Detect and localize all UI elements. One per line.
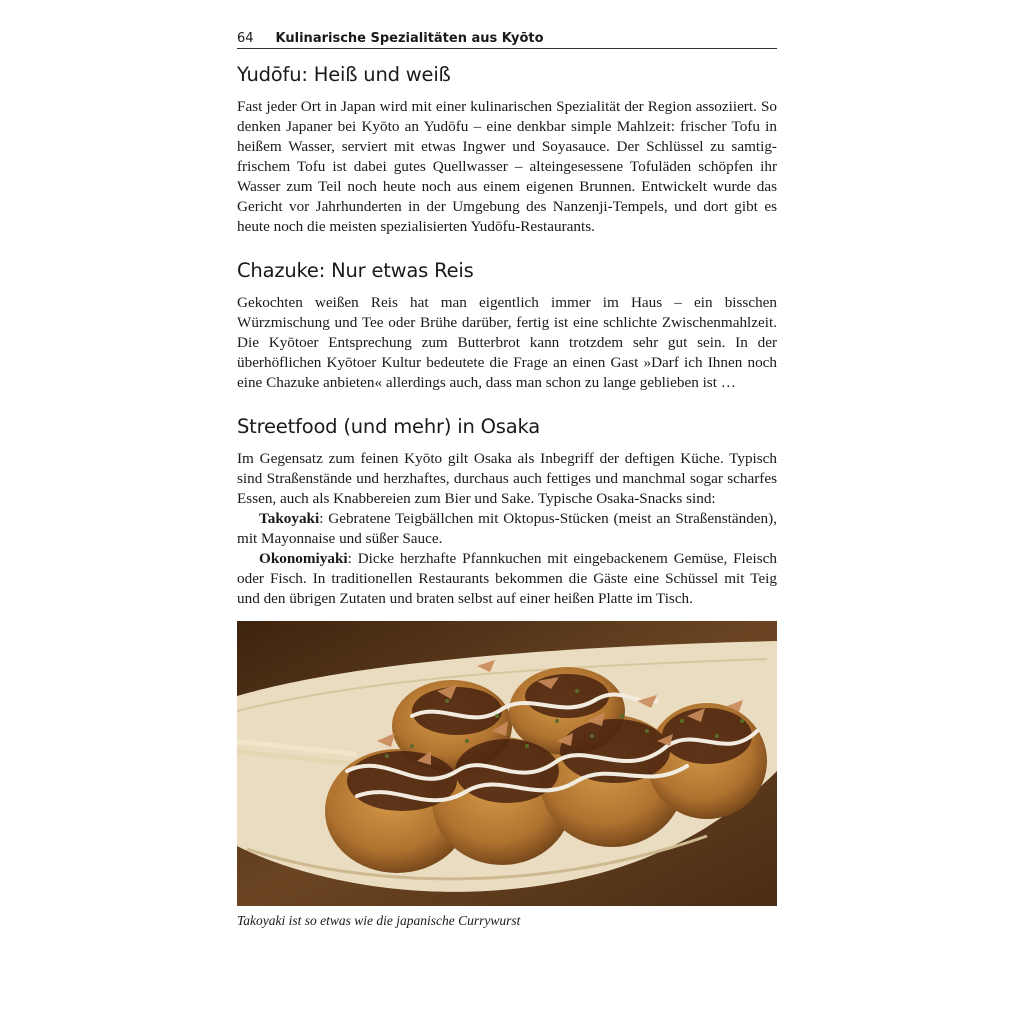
- running-head: [237, 30, 777, 49]
- list-item-okonomiyaki: [237, 549, 777, 609]
- book-page: [237, 30, 777, 930]
- section-heading-yudofu: Yudōfu: Heiß und weiß: [237, 63, 451, 86]
- definition-okonomiyaki: : Dicke herzhafte Pfannkuchen mit eingebackenem Gemüse, Fleisch oder Fisch. In traditionellen Restaurants bekommen die Gäste eine Schüssel mit Teig und den übrigen Zutaten und braten selbst auf einer heißen Platte im Tisch.: [237, 550, 777, 607]
- section-paragraph-osaka: Im Gegensatz zum feinen Kyōto gilt Osaka als Inbegriff der deftigen Küche. Typisch sind Straßenstände und herzhaftes, durchaus auch fettiges und manchmal sogar scharfes Essen, auch als Knabbereien zum Bier und Sake. Typische Osaka-Snacks sind:: [237, 450, 777, 507]
- definition-takoyaki: : Gebratene Teigbällchen mit Oktopus-Stücken (meist an Straßenständen), mit Mayonnaise und süßer Sauce.: [237, 510, 777, 547]
- list-item-takoyaki: [237, 509, 777, 549]
- photo-caption: Takoyaki ist so etwas wie die japanische Currywurst: [237, 913, 521, 928]
- takoyaki-photo: [237, 621, 777, 906]
- page-number: 64: [237, 31, 254, 46]
- chapter-title: Kulinarische Spezialitäten aus Kyōto: [275, 31, 544, 46]
- section-heading-osaka: Streetfood (und mehr) in Osaka: [237, 415, 540, 438]
- term-takoyaki: Takoyaki: [259, 510, 320, 527]
- takoyaki-illustration: [237, 621, 777, 906]
- section-paragraph-chazuke: Gekochten weißen Reis hat man eigentlich immer im Haus – ein bisschen Würzmischung und Tee oder Brühe darüber, fertig ist eine schlichte Zwischenmahlzeit. Die Kyōtoer Entsprechung zum Butterbrot kann trotzdem sehr gut sein. In der überhöflichen Kyōtoer Kultur bedeutete die Frage an einen Gast »Darf ich Ihnen noch eine Chazuke anbieten« allerdings auch, dass man schon zu lange geblieben ist …: [237, 294, 777, 391]
- section-paragraph-yudofu: Fast jeder Ort in Japan wird mit einer kulinarischen Spezialität der Region assoziiert. So denken Japaner bei Kyōto an Yudōfu – eine denkbar simple Mahlzeit: frischer Tofu in heißem Wasser, serviert mit etwas Ingwer und Soyasauce. Der Schlüssel zu samtig-frischem Tofu ist dabei gutes Quellwasser – alteingesessene Tofuläden schöpfen ihr Wasser zum Teil noch heute noch aus einem eigenen Brunnen. Entwickelt wurde das Gericht vor Jahrhunderten in der Umgebung des Nanzenji-Tempels, und dort gibt es heute noch die meisten spezialisierten Yudōfu-Restaurants.: [237, 98, 777, 235]
- term-okonomiyaki: Okonomiyaki: [259, 550, 348, 567]
- section-heading-chazuke: Chazuke: Nur etwas Reis: [237, 259, 474, 282]
